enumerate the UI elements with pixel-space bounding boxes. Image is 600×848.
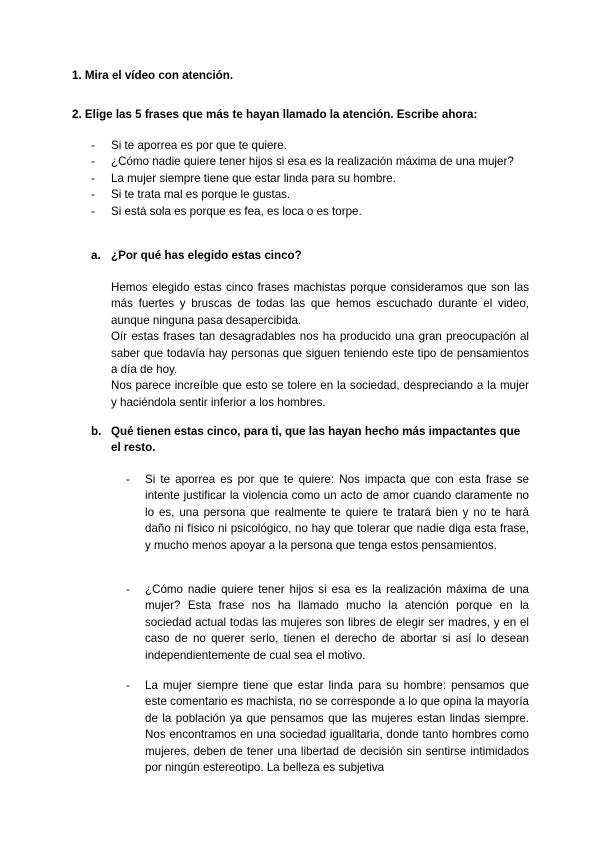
list-item: - Si te trata mal es porque le gustas. <box>91 188 291 202</box>
list-item: - ¿Cómo nadie quiere tener hijos si esa es la realización máxima de una mujer? Esta frase nos ha llamado mucho la atención porque en la sociedad actual todas las mujeres son libres de elegir ser madres, y en el caso de no querer serlo, tienen el derecho de abortar si así lo desean independientemente de cual sea el motivo. <box>126 582 529 664</box>
section-a-question: ¿Por qué has elegido estas cinco? <box>111 249 302 262</box>
section-a-heading <box>91 248 530 264</box>
question-2: 2. Elige las 5 frases que más te hayan llamado la atención. Escribe ahora: <box>72 108 478 121</box>
list-item: - Si te aporrea es por que te quiere. <box>91 139 287 152</box>
phrase-text: Si te trata mal es porque le gustas. <box>111 188 291 202</box>
list-item: - Si te aporrea es por que te quiere: Nos impacta que con esta frase se intente justificar la violencia como un acto de amor cuando claramente no lo es, una persona que realmente te quiere te tratará bien y no te hará daño ni físico ni psicológico, no hay que tolerar que nadie diga esta frase, y mucho menos apoyar a la persona que tenga estos pensamientos. <box>126 472 529 554</box>
answer-text: La mujer siempre tiene que estar linda para su hombre: pensamos que este comentario es machista, no se corresponde a lo que opina la mayoría de la población ya que pensamos que las mujeres estan lindas siempre. Nos encontramos en una sociedad igualitaria, donde tanto hombres como mujeres, deben de tener una libertad de decisión sin sentirse intimidados por ningún estereotipo. La belleza es subjetiva <box>145 679 529 775</box>
answer-paragraph: Hemos elegido estas cinco frases machistas porque consideramos que son las más fuertes y bruscas de todas las que hemos escuchado durante el video, aunque ninguna pasa desapercibida. <box>111 281 529 327</box>
section-b-letter: b. <box>91 425 102 438</box>
phrase-text: La mujer siempre tiene que estar linda para su hombre. <box>111 171 396 185</box>
phrase-list <box>91 138 529 220</box>
section-a-letter: a. <box>91 249 101 262</box>
phrase-text: ¿Cómo nadie quiere tener hijos si esa es la realización máxima de una mujer? <box>111 155 514 169</box>
list-item: - La mujer siempre tiene que estar linda para su hombre: pensamos que este comentario es machista, no se corresponde a lo que opina la mayoría de la población ya que pensamos que las mujeres estan lindas siempre. Nos encontramos en una sociedad igualitaria, donde tanto hombres como mujeres, deben de tener una libertad de decisión sin sentirse intimidados por ningún estereotipo. La belleza es subjetiva <box>126 678 529 776</box>
list-item: - Si está sola es porque es fea, es loca o es torpe. <box>91 204 362 218</box>
section-b-question: Qué tienen estas cinco, para ti, que las hayan hecho más impactantes que el resto. <box>111 425 521 455</box>
list-item: - La mujer siempre tiene que estar linda para su hombre. <box>91 171 396 185</box>
section-b-heading <box>91 424 530 457</box>
list-item: - ¿Cómo nadie quiere tener hijos si esa es la realización máxima de una mujer? <box>91 155 514 169</box>
answer-text: ¿Cómo nadie quiere tener hijos si esa es la realización máxima de una mujer? Esta frase nos ha llamado mucho la atención porque en la sociedad actual todas las mujeres son libres de elegir ser madres, y en el caso de no querer serlo, tienen el derecho de abortar si así lo desean independientemente de cual sea el motivo. <box>145 583 529 662</box>
question-1: 1. Mira el vídeo con atención. <box>72 69 234 82</box>
answer-text: Si te aporrea es por que te quiere: Nos impacta que con esta frase se intente justificar la violencia como un acto de amor cuando claramente no lo es, una persona que realmente te quiere te tratará bien y no te hará daño ni físico ni psicológico, no hay que tolerar que nadie diga esta frase, y mucho menos apoyar a la persona que tenga estos pensamientos. <box>145 473 529 552</box>
section-a-answer <box>111 280 529 411</box>
answer-paragraph: Nos parece increíble que esto se tolere en la sociedad, despreciando a la mujer y haciéndola sentir inferior a los hombres. <box>111 379 529 409</box>
answer-paragraph: Oír estas frases tan desagradables nos ha producido una gran preocupación al saber que todavía hay personas que siguen teniendo este tipo de pensamientos a día de hoy. <box>111 330 529 377</box>
phrase-text: Si está sola es porque es fea, es loca o es torpe. <box>111 204 362 218</box>
phrase-text: Si te aporrea es por que te quiere. <box>111 139 287 152</box>
